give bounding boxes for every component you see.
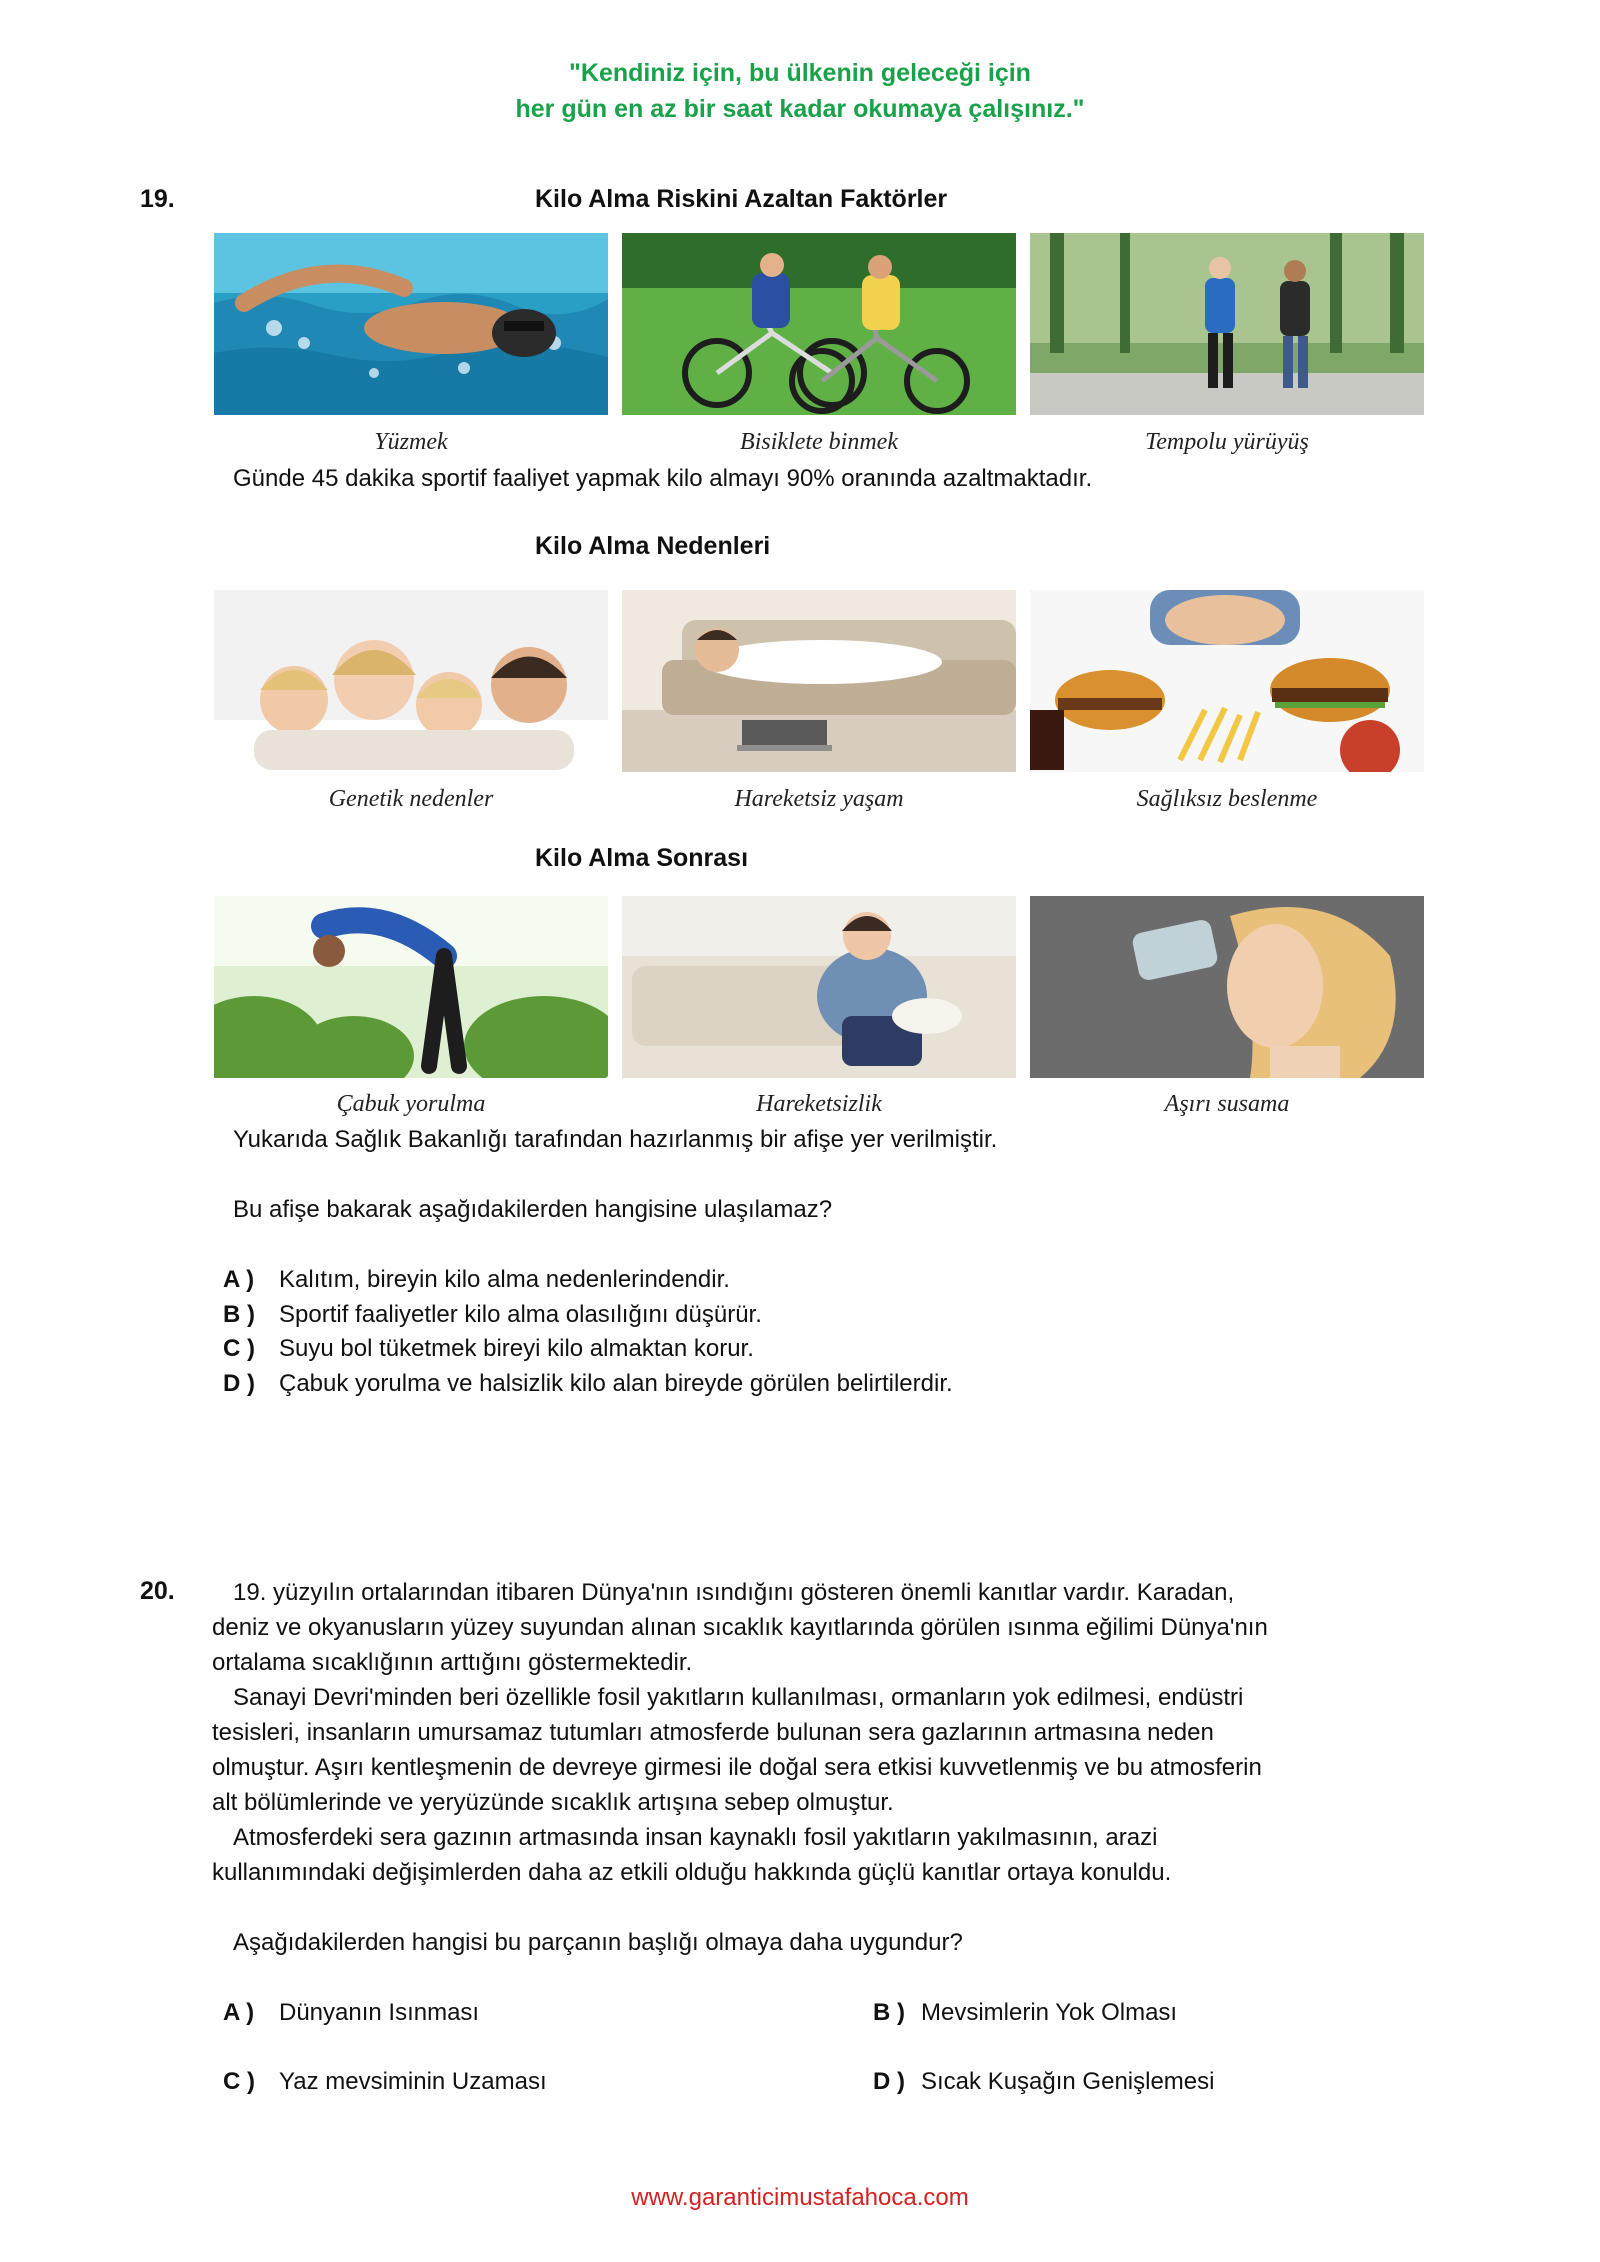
q20-paragraph-line: 19. yüzyılın ortalarından itibaren Dünya'nın ısındığını gösteren önemli kanıtlar vardır. Karadan, <box>233 1579 1235 1606</box>
option-letter: B ) <box>873 1999 905 2026</box>
q20-paragraph-line: olmuştur. Aşırı kentleşmenin de devreye girmesi ile doğal sera etkisi kuvvetlenmiş ve bu atmosferin <box>212 1754 1262 1781</box>
option-letter: D ) <box>873 2068 905 2095</box>
q20-paragraph-line: deniz ve okyanusların yüzey suyundan alınan sıcaklık kayıtlarında görülen ısınma eğilimi Dünya'nın <box>212 1614 1268 1641</box>
option-letter: A ) <box>223 1266 255 1293</box>
option-text: Sıcak Kuşağın Genişlemesi <box>921 2068 1215 2095</box>
q20-paragraph-line: alt bölümlerinde ve yeryüzünde sıcaklık artışına sebep olmuştur. <box>212 1789 894 1816</box>
motto-line-2: her gün en az bir saat kadar okumaya çalışınız." <box>515 95 1085 123</box>
option-letter: C ) <box>223 1335 255 1362</box>
option-letter: D ) <box>223 1370 255 1397</box>
sport-activity-note: Günde 45 dakika sportif faaliyet yapmak kilo almayı 90% oranında azaltmaktadır. <box>233 465 1093 492</box>
option-text: Dünyanın Isınması <box>279 1999 480 2026</box>
option-letter: A ) <box>223 1999 255 2026</box>
caption-thirst: Aşırı susama <box>1164 1091 1290 1117</box>
option-letter: B ) <box>223 1301 255 1328</box>
caption-tiredness: Çabuk yorulma <box>336 1091 486 1117</box>
caption-genetics: Genetik nedenler <box>328 786 494 812</box>
motto-line-1: "Kendiniz için, bu ülkenin geleceği için <box>569 59 1031 87</box>
question-19-stem-2: Bu afişe bakarak aşağıdakilerden hangisine ulaşılamaz? <box>233 1196 833 1223</box>
q20-paragraph-line: ortalama sıcaklığının arttığını göstermektedir. <box>212 1649 693 1676</box>
question-20-option-b[interactable] <box>873 1995 1473 2030</box>
photo-tired-runner <box>214 896 608 1078</box>
photo-swimming <box>214 233 608 415</box>
option-letter: C ) <box>223 2068 255 2095</box>
question-20-option-d[interactable] <box>873 2064 1473 2099</box>
question-19-stem-1: Yukarıda Sağlık Bakanlığı tarafından hazırlanmış bir afişe yer verilmiştir. <box>233 1126 998 1153</box>
photo-sedentary-life <box>622 590 1016 772</box>
q20-paragraph-line: Sanayi Devri'minden beri özellikle fosil yakıtların kullanılması, ormanların yok edilmesi, endüstri <box>233 1684 1244 1711</box>
section-title-risk-reducers: Kilo Alma Riskini Azaltan Faktörler <box>535 185 948 213</box>
question-20-option-c[interactable] <box>223 2064 823 2099</box>
option-text: Sportif faaliyetler kilo alma olasılığını düşürür. <box>279 1301 762 1328</box>
caption-sedentary-life: Hareketsiz yaşam <box>734 786 904 812</box>
q20-paragraph-line: tesisleri, insanların umursamaz tutumları atmosferde bulunan sera gazlarının artmasına neden <box>212 1719 1214 1746</box>
caption-cycling: Bisiklete binmek <box>740 429 898 455</box>
question-19-option-b[interactable] <box>223 1297 1423 1332</box>
photo-family-genetics <box>214 590 608 772</box>
question-19-option-c[interactable] <box>223 1331 1423 1366</box>
option-text: Kalıtım, bireyin kilo alma nedenlerindendir. <box>279 1266 730 1293</box>
option-text: Yaz mevsiminin Uzaması <box>279 2068 547 2095</box>
question-19-option-a[interactable] <box>223 1262 1423 1297</box>
question-20-stem: Aşağıdakilerden hangisi bu parçanın başlığı olmaya daha uygundur? <box>233 1929 963 1956</box>
photo-cycling <box>622 233 1016 415</box>
photo-brisk-walking <box>1030 233 1424 415</box>
photo-unhealthy-eating <box>1030 590 1424 772</box>
section-title-causes: Kilo Alma Nedenleri <box>535 532 771 560</box>
question-20-option-a[interactable] <box>223 1995 823 2030</box>
caption-unhealthy-eating: Sağlıksız beslenme <box>1136 786 1318 812</box>
q20-paragraph-line: kullanımındaki değişimlerden daha az etkili olduğu hakkında güçlü kanıtlar ortaya konuldu. <box>212 1859 1172 1886</box>
option-text: Çabuk yorulma ve halsizlik kilo alan bireyde görülen belirtilerdir. <box>279 1370 953 1397</box>
question-20-number: 20. <box>140 1577 175 1605</box>
option-text: Mevsimlerin Yok Olması <box>921 1999 1178 2026</box>
footer-website-link[interactable]: www.garanticimustafahoca.com <box>631 2184 969 2211</box>
caption-inactivity: Hareketsizlik <box>756 1091 882 1117</box>
option-text: Suyu bol tüketmek bireyi kilo almaktan korur. <box>279 1335 754 1362</box>
photo-inactivity-couch <box>622 896 1016 1078</box>
photo-excessive-thirst <box>1030 896 1424 1078</box>
q20-paragraph-line: Atmosferdeki sera gazının artmasında insan kaynaklı fosil yakıtların yakılmasının, arazi <box>233 1824 1158 1851</box>
question-19-number: 19. <box>140 185 175 213</box>
caption-brisk-walking: Tempolu yürüyüş <box>1145 429 1309 455</box>
question-19-option-d[interactable] <box>223 1366 1423 1401</box>
caption-swimming: Yüzmek <box>374 429 448 455</box>
section-title-after-weight-gain: Kilo Alma Sonrası <box>535 844 749 872</box>
